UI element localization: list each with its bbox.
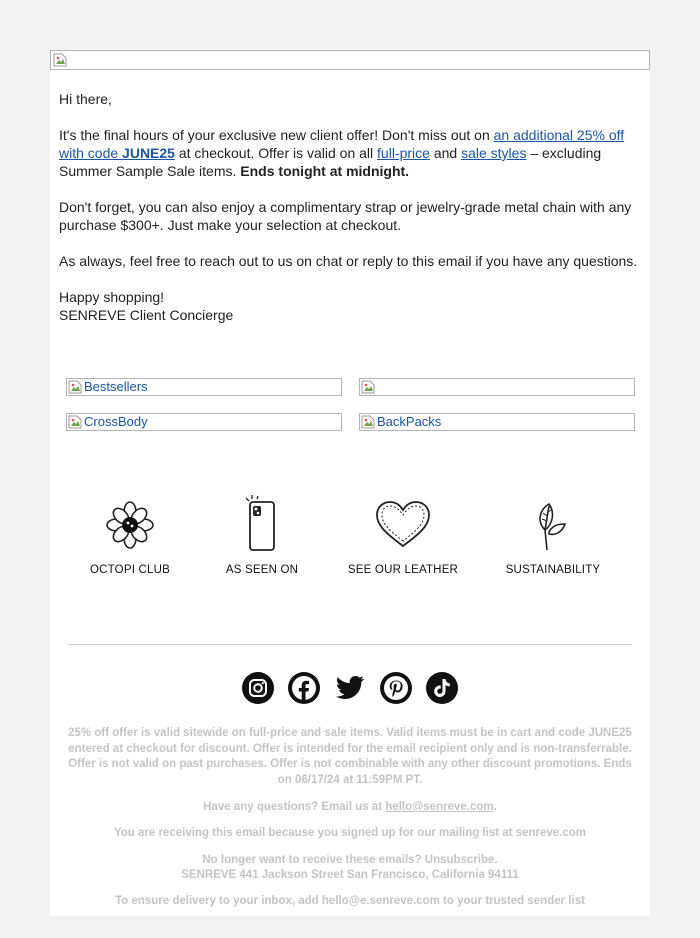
tiktok-link[interactable]: [426, 672, 458, 704]
backpacks-tile[interactable]: [359, 413, 635, 431]
feature-see-our-leather[interactable]: [343, 494, 463, 576]
broken-image-icon: [53, 53, 67, 67]
broken-image-icon: [361, 415, 375, 429]
sale-styles-link[interactable]: sale styles: [461, 145, 527, 161]
footer-questions: Have any questions? Email us at hello@senreve.com.: [203, 801, 497, 813]
promo-tile[interactable]: [359, 378, 635, 396]
tile-label: Bestsellers: [84, 379, 148, 394]
feature-octopi-club[interactable]: [70, 494, 190, 576]
offer-link[interactable]: an additional 25% off with code JUNE25: [59, 127, 625, 161]
ends-tonight: Ends tonight at midnight.: [240, 163, 410, 179]
feature-label: AS SEEN ON: [225, 564, 299, 576]
questions-paragraph: As always, feel free to reach out to us on chat or reply to this email if you have any questions.: [59, 253, 638, 269]
tile-label: BackPacks: [377, 414, 442, 429]
footer-receiving: You are receiving this email because you signed up for our mailing list at senreve.com: [113, 827, 587, 839]
signoff: Happy shopping! SENREVE Client Concierge: [59, 289, 234, 323]
flower-icon: [100, 494, 160, 556]
footer-disclaimer: 25% off offer is valid sitewide on full-price and sale items. Valid items must be in cart and code JUNE25 entered at checkout for discount. Offer is intended for the email recipient only and is non-transferrable. Offer is not valid on past purchases. Offer is not combinable with any other discount promotions. Ends on 06/17/24 at 11:59PM PT.: [68, 727, 632, 786]
leaf-icon: [523, 494, 583, 556]
instagram-link[interactable]: [242, 672, 274, 704]
email-body: [59, 90, 645, 324]
broken-image-icon: [68, 415, 82, 429]
hero-image[interactable]: [50, 50, 650, 70]
twitter-link[interactable]: [334, 672, 366, 704]
feature-label: SEE OUR LEATHER: [347, 564, 459, 576]
bestsellers-tile[interactable]: [66, 378, 342, 396]
footer-address: SENREVE 441 Jackson Street San Francisco, California 94111: [181, 869, 519, 881]
greeting: Hi there,: [59, 91, 112, 107]
full-price-link[interactable]: full-price: [377, 145, 430, 161]
crossbody-tile[interactable]: [66, 413, 342, 431]
footer-delivery: To ensure delivery to your inbox, add hello@e.senreve.com to your trusted sender list: [115, 895, 585, 907]
twitter-icon: [335, 675, 365, 701]
heart-icon: [373, 494, 433, 556]
pinterest-icon: [383, 675, 409, 701]
gift-paragraph: Don't forget, you can also enjoy a complimentary strap or jewelry-grade metal chain with any purchase $300+. Just make your selection at checkout.: [59, 199, 632, 233]
pinterest-link[interactable]: [380, 672, 412, 704]
broken-image-icon: [68, 380, 82, 394]
feature-as-seen-on[interactable]: [202, 494, 322, 576]
tiktok-icon: [433, 678, 451, 698]
facebook-icon: [291, 675, 317, 701]
divider: [68, 644, 632, 645]
phone-icon: [232, 494, 292, 556]
facebook-link[interactable]: [288, 672, 320, 704]
footer-unsubscribe[interactable]: No longer want to receive these emails? Unsubscribe.: [202, 854, 498, 866]
offer-paragraph: It's the final hours of your exclusive new client offer! Don't miss out on an additional 25% off with code JUNE25 at checkout. Offer is valid on all full-price and sale styles – excluding Summer Sample Sale items. Ends tonight at midnight.: [59, 127, 625, 179]
instagram-icon: [248, 678, 268, 698]
feature-label: OCTOPI CLUB: [90, 564, 170, 576]
feature-label: SUSTAINABILITY: [505, 564, 601, 576]
broken-image-icon: [361, 380, 375, 394]
email-container: [50, 50, 650, 916]
email-link[interactable]: hello@senreve.com: [385, 801, 494, 813]
tile-label: CrossBody: [84, 414, 148, 429]
feature-sustainability[interactable]: [493, 494, 613, 576]
